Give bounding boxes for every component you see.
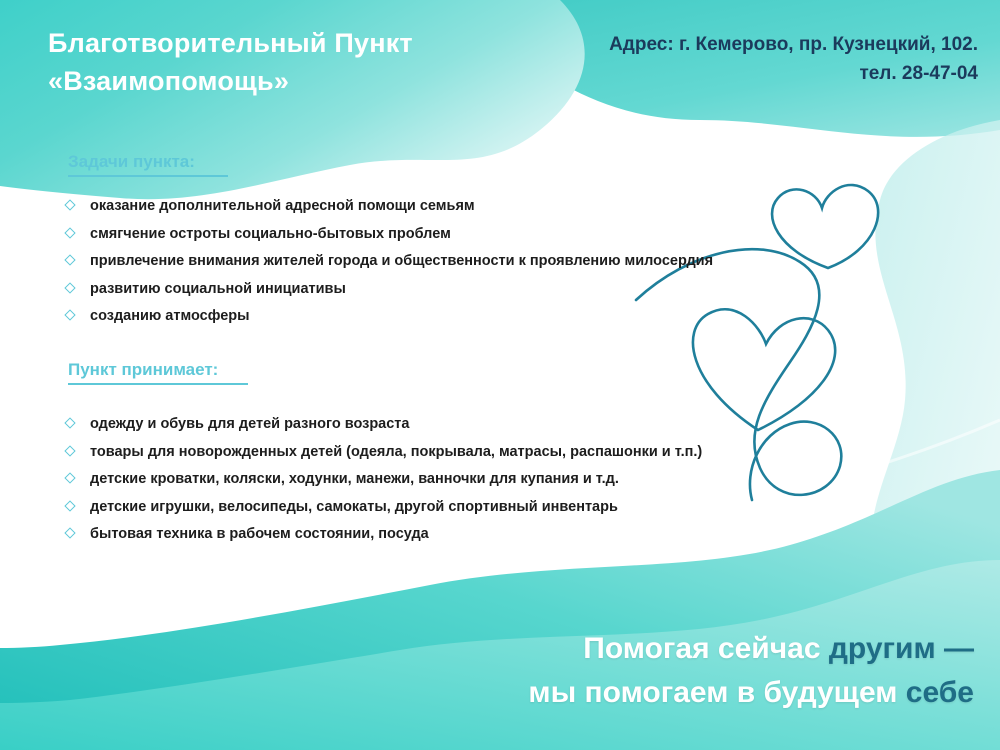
diamond-bullet-icon — [64, 254, 75, 265]
section-heading-accepts-label: Пункт принимает: — [68, 360, 219, 379]
phone-text: тел. 28-47-04 — [859, 63, 978, 85]
diamond-bullet-icon — [64, 282, 75, 293]
diamond-bullet-icon — [64, 310, 75, 321]
tasks-list — [64, 197, 844, 335]
list-item-label: смягчение остроты социально-бытовых проблем — [90, 225, 451, 242]
slogan-line2-accent: себе — [905, 675, 974, 709]
page-title-line2: «Взаимопомощь» — [48, 66, 290, 97]
diamond-bullet-icon — [64, 500, 75, 511]
slogan-line1-plain: Помогая сейчас — [583, 632, 829, 665]
accepts-list — [64, 415, 864, 553]
diamond-bullet-icon — [64, 199, 75, 210]
page-title — [48, 24, 518, 101]
address-text: Адрес: г. Кемерово, пр. Кузнецкий, 102. — [609, 34, 978, 55]
list-item — [64, 415, 864, 434]
list-item-label: товары для новорожденных детей (одеяла, покрывала, матрасы, распашонки и т.п.) — [90, 443, 703, 460]
diamond-bullet-icon — [64, 472, 75, 483]
list-item-label: развитию социальной инициативы — [90, 280, 346, 297]
list-item — [64, 307, 844, 326]
list-item-label: привлечение внимания жителей города и общественности к проявлению милосердия — [90, 253, 714, 270]
list-item-label: одежду и обувь для детей разного возраста — [90, 416, 410, 432]
slogan-line1-accent: другим — — [828, 632, 974, 665]
list-item — [64, 525, 864, 544]
section-heading-tasks — [68, 152, 228, 177]
list-item — [64, 280, 844, 299]
list-item — [64, 197, 844, 216]
list-item — [64, 470, 864, 489]
list-item-label: детские игрушки, велосипеды, самокаты, другой спортивный инвентарь — [90, 498, 618, 515]
list-item-label: созданию атмосферы — [90, 308, 250, 325]
page-title-line1: Благотворительный Пункт — [48, 28, 413, 58]
section-heading-accepts — [68, 360, 248, 385]
list-item — [64, 252, 844, 271]
slogan-line2 — [214, 671, 974, 715]
section-underline — [68, 383, 248, 385]
diamond-bullet-icon — [64, 445, 75, 456]
slogan-line2-plain: мы помогаем в будущем — [528, 675, 906, 709]
list-item — [64, 225, 844, 244]
diamond-bullet-icon — [64, 417, 75, 428]
slogan-line1 — [214, 627, 974, 671]
list-item — [64, 443, 864, 462]
list-item-label: бытовая техника в рабочем состоянии, посуда — [90, 526, 429, 543]
diamond-bullet-icon — [64, 227, 75, 238]
list-item-label: детские кроватки, коляски, ходунки, манежи, ванночки для купания и т.д. — [90, 471, 619, 488]
list-item-label: оказание дополнительной адресной помощи семьям — [90, 198, 475, 214]
list-item — [64, 498, 864, 517]
section-heading-tasks-label: Задачи пункта: — [68, 152, 195, 171]
diamond-bullet-icon — [64, 528, 75, 539]
contact-block — [508, 30, 978, 89]
slogan — [214, 627, 974, 714]
section-underline — [68, 175, 228, 177]
